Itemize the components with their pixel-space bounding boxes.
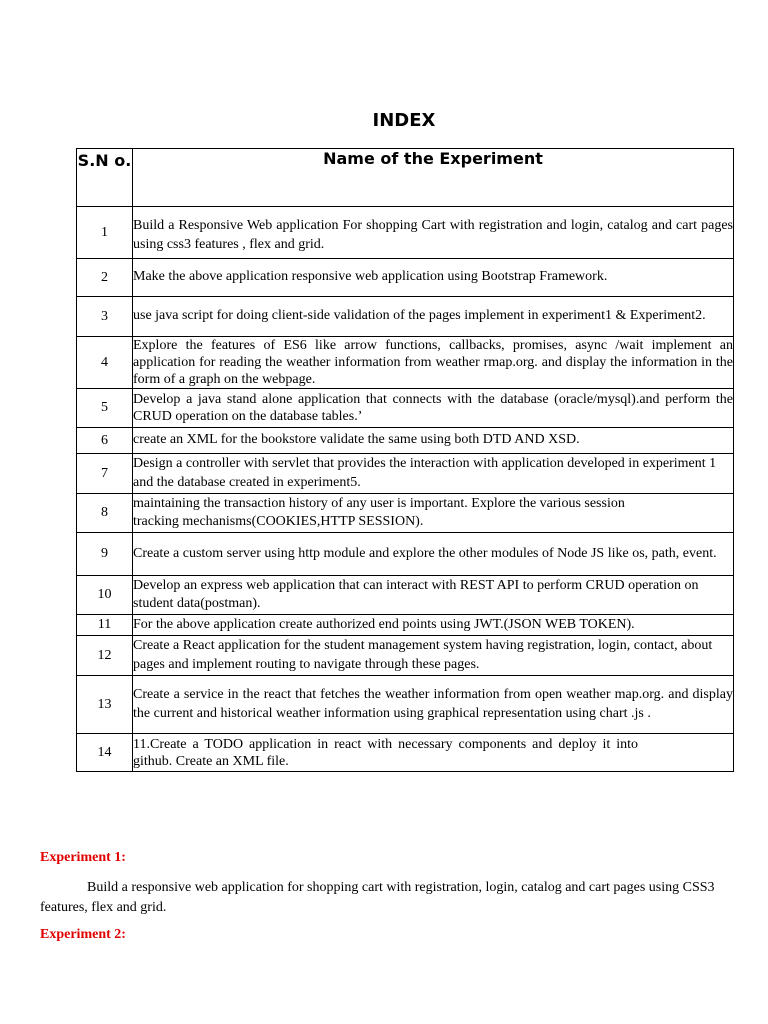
table-row: [77, 533, 734, 576]
row-number: 3: [77, 297, 133, 337]
table-row: [77, 297, 734, 337]
row-number: 6: [77, 428, 133, 454]
experiment-name: maintaining the transaction history of any user is important. Explore the various session tracking mechanisms(COOKIES,HTTP SESSION).: [133, 494, 734, 533]
experiment-name: Explore the features of ES6 like arrow functions, callbacks, promises, async /wait implement an application for reading the weather information from weather rmap.org. and display the information in the form of a graph on the webpage.: [133, 338, 733, 387]
row-number: 11: [77, 615, 133, 636]
experiment-name: create an XML for the bookstore validate the same using both DTD AND XSD.: [133, 428, 734, 454]
experiment-name: 11.Create a TODO application in react with necessary components and deploy it into github. Create an XML file.: [133, 734, 734, 772]
table-row: [77, 428, 734, 454]
row-number: 7: [77, 454, 133, 494]
table-row: [77, 676, 734, 734]
experiment-2-heading: Experiment 2:: [40, 927, 126, 942]
experiment-name: use java script for doing client-side validation of the pages implement in experiment1 & Experiment2.: [133, 297, 734, 337]
experiment-name: For the above application create authorized end points using JWT.(JSON WEB TOKEN).: [133, 615, 734, 636]
table-row: [77, 207, 734, 259]
table-row: [77, 259, 734, 297]
sno-header: S.N o.: [77, 149, 133, 207]
row-number: 5: [77, 389, 133, 428]
table-row: [77, 454, 734, 494]
row-number: 13: [77, 676, 133, 734]
experiment-name: Make the above application responsive web application using Bootstrap Framework.: [133, 259, 734, 297]
table-row: [77, 576, 734, 615]
row-number: 12: [77, 636, 133, 676]
row-number: 14: [77, 734, 133, 772]
table-row: [77, 615, 734, 636]
row-number: 8: [77, 494, 133, 533]
table-row: [77, 389, 734, 428]
experiment-name: Develop an express web application that can interact with REST API to perform CRUD operation on student data(postman).: [133, 576, 734, 615]
index-table: [76, 148, 734, 772]
experiment-1-heading: Experiment 1:: [40, 850, 126, 865]
page-title: INDEX: [372, 110, 436, 131]
experiment-name-header: Name of the Experiment: [133, 149, 734, 207]
experiment-name: Develop a java stand alone application that connects with the database (oracle/mysql).and perform the CRUD operation on the database tables.’: [133, 389, 734, 428]
row-number: 4: [77, 337, 133, 389]
row-number: 9: [77, 533, 133, 576]
row-number: 1: [77, 207, 133, 259]
experiment-name: Design a controller with servlet that provides the interaction with application developed in experiment 1 and the database created in experiment5.: [133, 454, 734, 494]
experiment-name: Create a custom server using http module and explore the other modules of Node JS like os, path, event.: [133, 533, 734, 576]
row-number: 10: [77, 576, 133, 615]
table-header-row: [77, 149, 734, 207]
table-row: [77, 337, 734, 389]
table-row: [77, 734, 734, 772]
experiment-1-description: Build a responsive web application for shopping cart with registration, login, catalog and cart pages using CSS3 features, flex and grid.: [40, 880, 715, 915]
experiment-name: Create a service in the react that fetches the weather information from open weather map.org. and display the current and historical weather information using graphical representation using chart .js .: [133, 676, 734, 734]
row-number: 2: [77, 259, 133, 297]
experiment-name: Build a Responsive Web application For shopping Cart with registration and login, catalog and cart pages using css3 features , flex and grid.: [133, 207, 734, 259]
table-row: [77, 494, 734, 533]
experiment-name: Create a React application for the student management system having registration, login, contact, about pages and implement routing to navigate through these pages.: [133, 636, 734, 676]
table-row: [77, 636, 734, 676]
